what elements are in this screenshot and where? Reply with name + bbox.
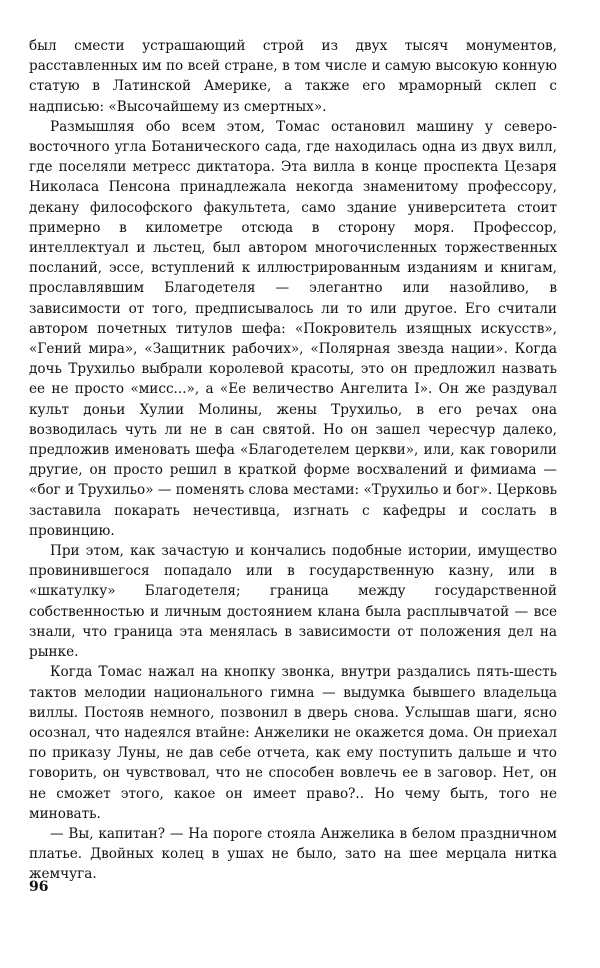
paragraph-continued: был смести устрашающий строй из двух тысяч монументов, расставленных им по всей стране, в том числе и самую высокую конную статую в Латинской Америке, а также его мраморный склеп с надписью: «Высочайшему из смертных». (29, 38, 557, 115)
book-page-text (29, 36, 557, 885)
paragraph-doorbell: Когда Томас нажал на кнопку звонка, внутри раздались пять-шесть тактов мелодии национального гимна — выдумка бывшего владельца виллы. Постояв немного, позвонил в дверь снова. Услышав шаги, ясно осознал, что надеялся втайне: Анжелики не окажется дома. Он приехал по приказу Луны, не дав себе отчета, как ему поступить дальше и что говорить, он чувствовал, что не способен вовлечь ее в заговор. Нет, он не сможет этого, какое он имеет право?.. Но чему быть, того не миновать. (29, 664, 557, 822)
paragraph-property: При этом, как зачастую и кончались подобные истории, имущество провинившегося попадало или в государственную казну, или в «шкатулку» Благодетеля; граница между государственной собственностью и личным достоянием клана была расплывчатой — все знали, что граница эта менялась в зависимости от положения дел на рынке. (29, 543, 557, 661)
page-number: 96 (29, 879, 49, 895)
paragraph-dialogue: — Вы, капитан? — На пороге стояла Анжелика в белом праздничном платье. Двойных колец в ушах не было, зато на шее мерцала нитка жемчуга. (29, 825, 557, 883)
paragraph-villa: Размышляя обо всем этом, Томас остановил машину у северо-восточного угла Ботанического сада, где находилась одна из двух вилл, где поселяли метресс диктатора. Эта вилла в конце проспекта Цезаря Николаса Пенсона принадлежала некогда знаменитому профессору, декану философского факультета, само здание университета стоит примерно в километре отсюда в сторону моря. Профессор, интеллектуал и льстец, был автором многочисленных торжественных посланий, эссе, вступлений к иллюстрированным изданиям и книгам, прославлявшим Благодетеля — элегантно или назойливо, в зависимости от того, предписывалось ли то или другое. Его считали автором почетных титулов шефа: «Покровитель изящных искусств», «Гений мира», «Защитник рабочих», «Полярная звезда нации». Когда дочь Трухильо выбрали королевой красоты, это он предложил назвать ее не просто «мисс...», а «Ее величество Ангелита I». Он же раздувал культ доньи Хулии Молины, жены Трухильо, в его речах она возводилась чуть ли не в сан святой. Но он зашел чересчур далеко, предложив именовать шефа «Благодетелем церкви», или, как говорили другие, он просто решил в краткой форме восхвалений и фимиама — «бог и Трухильо» — поменять слова местами: «Трухильо и бог». Церковь заставила покарать нечестивца, изгнать с кафедры и сослать в провинцию. (29, 118, 557, 539)
